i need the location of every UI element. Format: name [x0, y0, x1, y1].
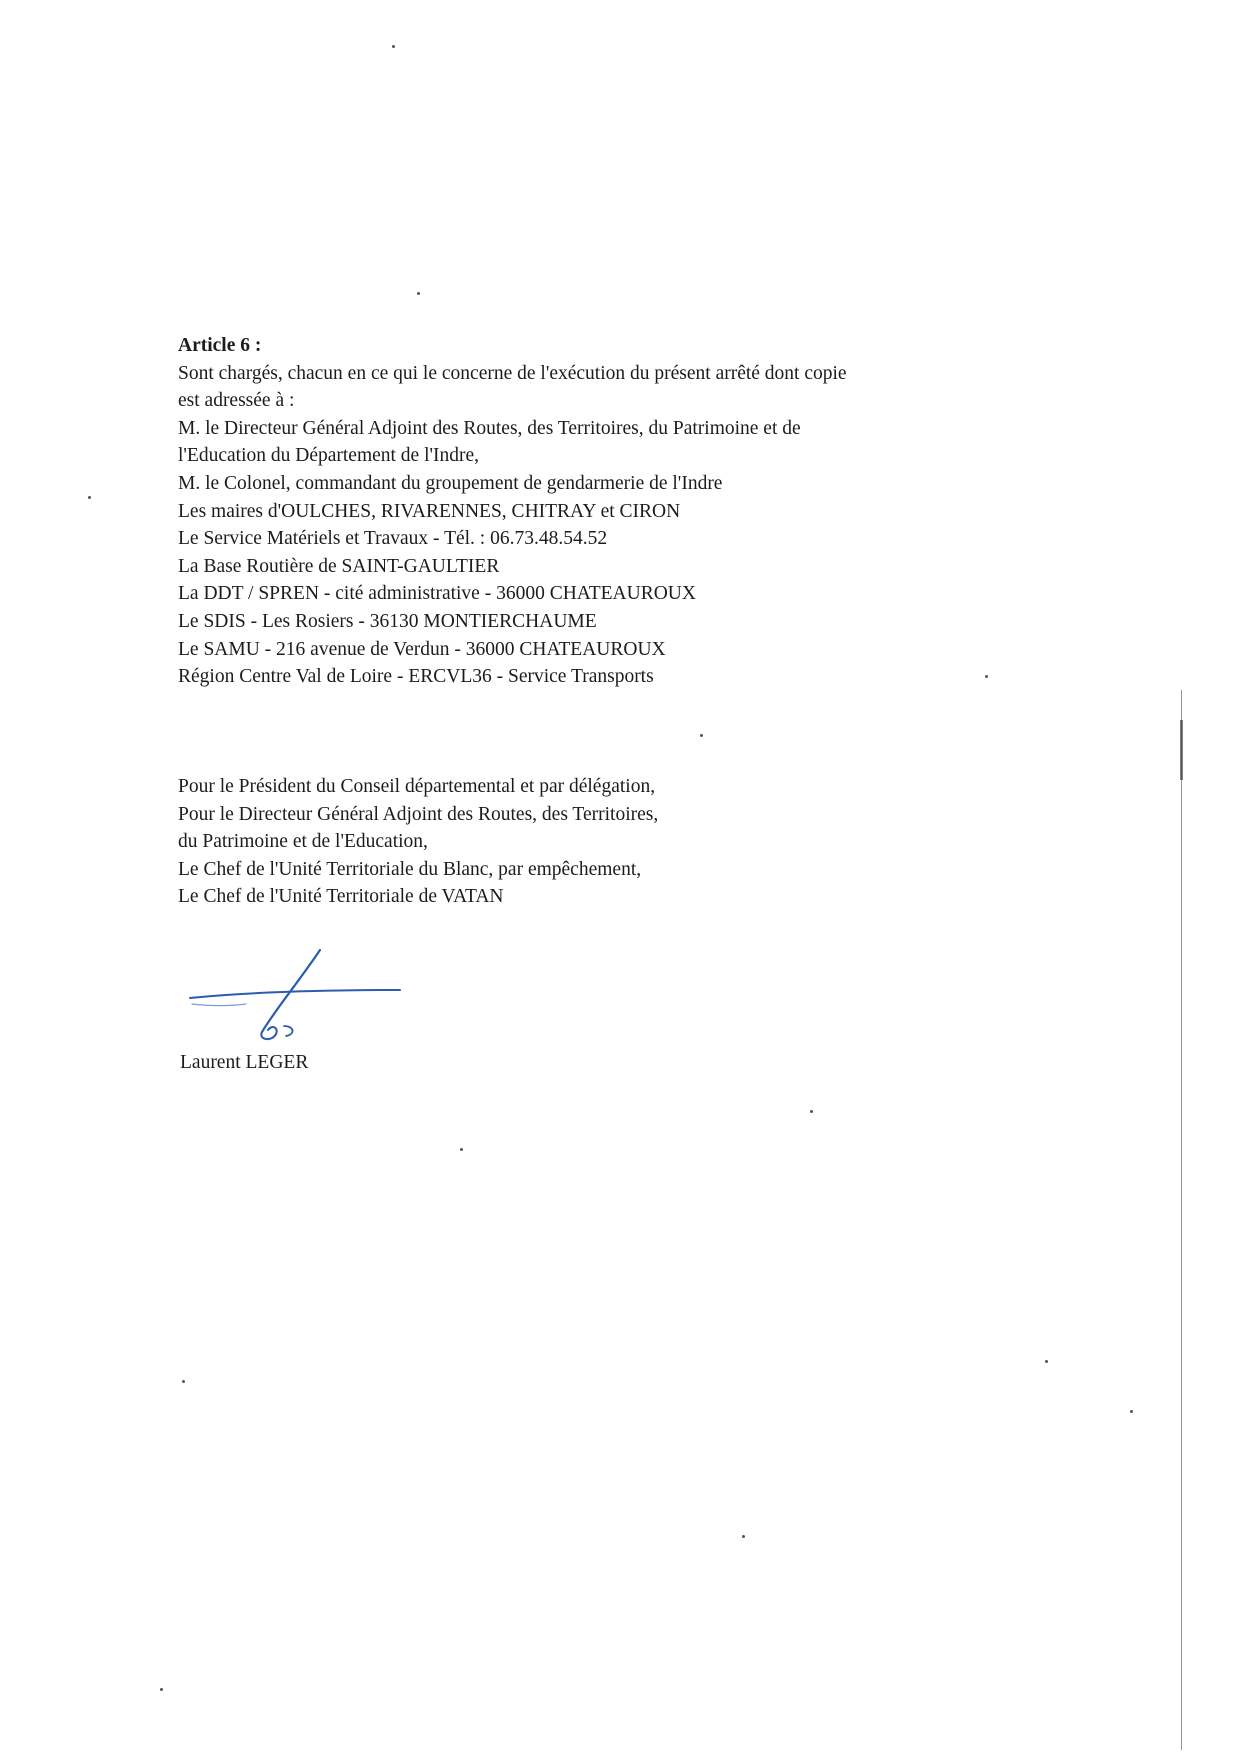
recipient-line: La Base Routière de SAINT-GAULTIER: [178, 555, 500, 577]
recipient-line: l'Education du Département de l'Indre,: [178, 445, 480, 467]
scan-speck: [810, 1110, 813, 1113]
scan-speck: [1130, 1410, 1133, 1413]
article-section: [178, 332, 998, 691]
article-title: Article 6 :: [178, 335, 262, 356]
scan-speck: [392, 45, 395, 48]
scan-speck: [700, 734, 703, 737]
recipient-line: M. le Directeur Général Adjoint des Routes, des Territoires, du Patrimoine et de: [178, 417, 801, 439]
recipient-line: Le Service Matériels et Travaux - Tél. : 06.73.48.54.52: [178, 528, 608, 550]
delegation-line: Le Chef de l'Unité Territoriale du Blanc, par empêchement,: [178, 858, 642, 880]
scan-speck: [182, 1380, 185, 1383]
recipient-line: Le SDIS - Les Rosiers - 36130 MONTIERCHAUME: [178, 610, 597, 632]
recipient-line: Région Centre Val de Loire - ERCVL36 - Service Transports: [178, 666, 654, 688]
scan-speck: [742, 1535, 745, 1538]
article-line: Sont chargés, chacun en ce qui le concerne de l'exécution du présent arrêté dont copie: [178, 362, 847, 384]
delegation-line: Pour le Directeur Général Adjoint des Routes, des Territoires,: [178, 803, 659, 825]
handwritten-signature: [180, 940, 420, 1050]
delegation-block: [178, 773, 998, 911]
signer-name: Laurent LEGER: [180, 1052, 309, 1073]
scan-speck: [160, 1688, 163, 1691]
recipient-line: Les maires d'OULCHES, RIVARENNES, CHITRAY et CIRON: [178, 500, 681, 522]
delegation-line: Pour le Président du Conseil départemental et par délégation,: [178, 776, 656, 797]
delegation-line: Le Chef de l'Unité Territoriale de VATAN: [178, 886, 504, 908]
recipient-line: La DDT / SPREN - cité administrative - 36000 CHATEAUROUX: [178, 583, 696, 605]
scan-speck: [460, 1148, 463, 1151]
scan-speck: [417, 292, 420, 295]
scan-speck: [88, 496, 91, 499]
scan-edge-line: [1180, 690, 1183, 1750]
article-line: est adressée à :: [178, 390, 295, 412]
scan-speck: [985, 675, 988, 678]
recipient-line: M. le Colonel, commandant du groupement de gendarmerie de l'Indre: [178, 472, 723, 494]
recipient-line: Le SAMU - 216 avenue de Verdun - 36000 CHATEAUROUX: [178, 638, 666, 660]
delegation-line: du Patrimoine et de l'Education,: [178, 831, 428, 853]
scan-speck: [1045, 1360, 1048, 1363]
